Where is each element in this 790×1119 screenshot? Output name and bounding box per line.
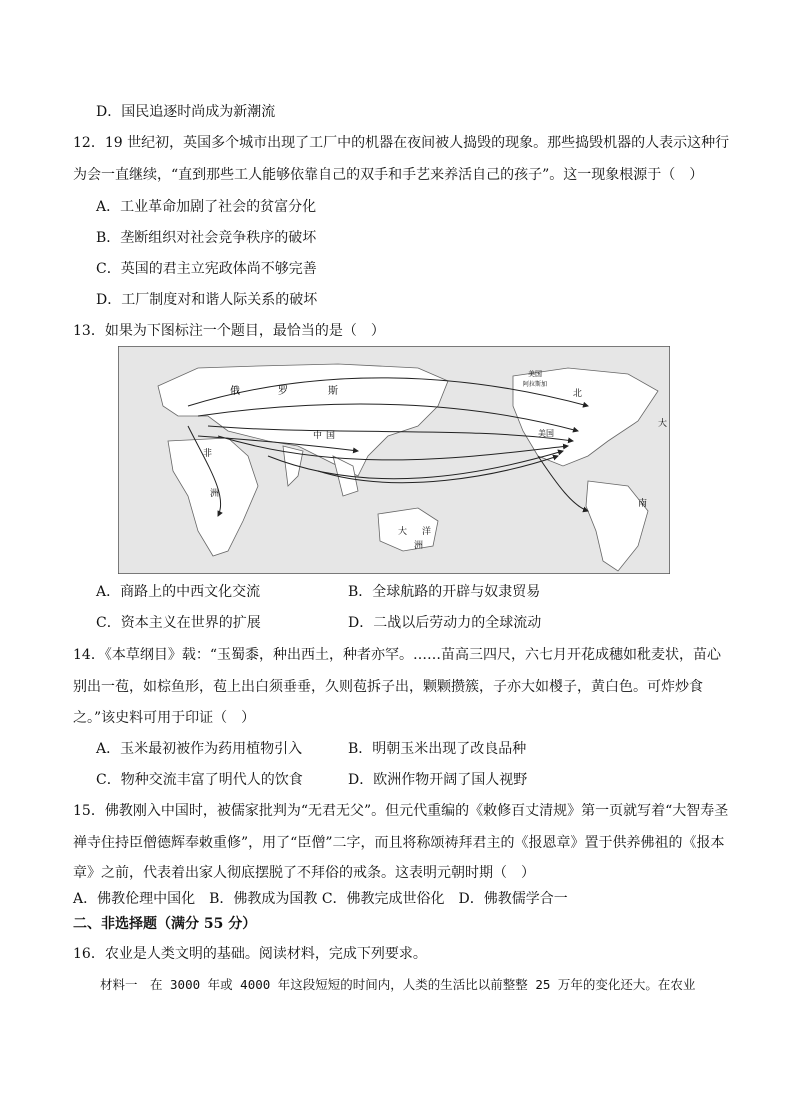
map-label-da2: 大 xyxy=(398,527,408,537)
section2-heading: 二、非选择题（满分 55 分） xyxy=(73,916,257,932)
q14-option-d: D．欧洲作物开阔了国人视野 xyxy=(348,772,528,788)
q12-stem-line1: 12．19 世纪初，英国多个城市出现了工厂中的机器在夜间被人捣毁的现象。那些捣毁机器的人表示这种行 xyxy=(73,135,730,151)
map-label-usa2: 美国 xyxy=(528,370,542,378)
q14-stem-line1: 14．《本草纲目》载：“玉蜀黍，种出西土，种者亦罕。……苗高三四尺，六七月开花成穗如秕麦状，苗心 xyxy=(73,647,721,663)
map-label-e: 俄 xyxy=(230,386,240,397)
prev-option-d: D．国民追逐时尚成为新潮流 xyxy=(96,104,276,120)
q13-option-b: B．全球航路的开辟与奴隶贸易 xyxy=(348,584,541,600)
map-label-si: 斯 xyxy=(328,386,338,397)
map-label-usa: 美国 xyxy=(538,429,554,438)
q14-option-a: A．玉米最初被作为药用植物引入 xyxy=(96,741,303,757)
q13-option-c: C．资本主义在世界的扩展 xyxy=(96,615,261,631)
q13-option-a: A．商路上的中西文化交流 xyxy=(96,584,261,600)
q12-option-d: D．工厂制度对和谐人际关系的破坏 xyxy=(96,292,318,308)
map-label-bei: 北 xyxy=(573,389,583,399)
map-label-da1: 大 xyxy=(658,419,668,429)
q14-stem-line3: 之。”该史料可用于印证（ ） xyxy=(73,710,256,726)
q15-options: A．佛教伦理中国化 B．佛教成为国教 C．佛教完成世俗化 D．佛教儒学合一 xyxy=(73,891,568,907)
q12-option-c: C．英国的君主立宪政体尚不够完善 xyxy=(96,261,317,277)
q12-option-a: A．工业革命加剧了社会的贫富分化 xyxy=(96,199,317,215)
q15-stem-line3: 章》之前，代表着出家人彻底摆脱了不拜俗的戒条。这表明元朝时期（ ） xyxy=(73,865,535,881)
map-label-alaska: 阿拉斯加 xyxy=(523,381,548,388)
q16-material1: 材料一 在 3000 年或 4000 年这段短短的时间内，人类的生活比以前整整 25 万年的变化还大。在农业 xyxy=(100,977,696,992)
q15-stem-line1: 15．佛教刚入中国时，被儒家批判为“无君无父”。但元代重编的《敕修百丈清规》第一页就写着“大智寿圣 xyxy=(73,803,729,819)
map-label-zhou: 洲 xyxy=(414,541,424,551)
map-label-nan: 南 xyxy=(638,499,648,509)
q14-option-c: C．物种交流丰富了明代人的饮食 xyxy=(96,772,303,788)
q16-stem: 16．农业是人类文明的基础。阅读材料，完成下列要求。 xyxy=(73,946,427,962)
map-label-fei: 非 xyxy=(203,449,213,459)
q14-option-b: B．明朝玉米出现了改良品种 xyxy=(348,741,527,757)
world-map-figure xyxy=(118,346,670,574)
q12-stem-line2: 为会一直继续，“直到那些工人能够依靠自己的双手和手艺来养活自己的孩子”。这一现象根源于（ ） xyxy=(73,167,704,183)
map-label-zhou-af: 洲 xyxy=(210,489,220,499)
map-label-guo: 国 xyxy=(326,431,336,441)
q12-option-b: B．垄断组织对社会竞争秩序的破坏 xyxy=(96,230,317,246)
q13-stem: 13．如果为下图标注一个题目，最恰当的是（ ） xyxy=(73,323,385,339)
q14-stem-line2: 别出一苞，如棕鱼形，苞上出白须垂垂，久则苞拆子出，颗颗攒簇，子亦大如椶子，黄白色。可炸炒食 xyxy=(73,679,703,695)
map-label-zhong: 中 xyxy=(313,431,323,441)
q13-option-d: D．二战以后劳动力的全球流动 xyxy=(348,615,542,631)
q15-stem-line2: 禅寺住持臣僧德辉奉敕重修”，用了“臣僧”二字，而且将称颂祷拜君主的《报恩章》置于供养佛祖的《报本 xyxy=(73,835,725,851)
map-label-yang: 洋 xyxy=(422,527,432,537)
map-label-luo: 罗 xyxy=(278,386,288,397)
